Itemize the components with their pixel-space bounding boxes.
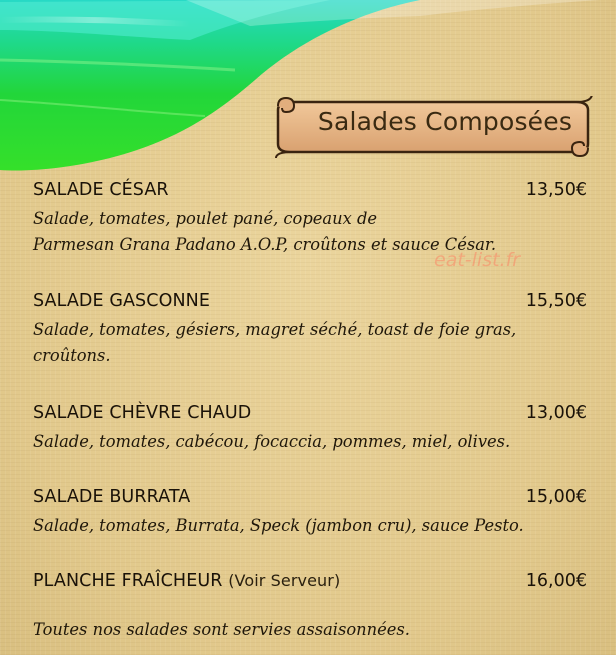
item-description-line: Salade, tomates, Burrata, Speck (jambon cru), sauce Pesto. xyxy=(33,516,524,535)
item-name: SALADE CHÈVRE CHAUD xyxy=(33,403,252,423)
section-title-scroll xyxy=(274,96,596,158)
item-description-line: Salade, tomates, poulet pané, copeaux de xyxy=(33,209,378,228)
menu-item-salade-cesar xyxy=(33,180,589,258)
menu-item-planche-fraicheur xyxy=(33,571,589,597)
item-price: 13,50€ xyxy=(525,180,587,200)
item-description-line: Salade, tomates, cabécou, focaccia, pommes, miel, olives. xyxy=(33,432,511,451)
menu-item-salade-chevre-chaud xyxy=(33,403,589,455)
item-name: PLANCHE FRAÎCHEUR xyxy=(33,571,223,591)
item-price: 13,00€ xyxy=(525,403,587,423)
item-name: SALADE BURRATA xyxy=(33,487,191,507)
item-name: SALADE GASCONNE xyxy=(33,291,210,311)
item-description-line: Salade, tomates, gésiers, magret séché, toast de foie gras, xyxy=(33,320,517,339)
item-price: 15,00€ xyxy=(525,487,587,507)
item-name-with-note xyxy=(33,571,340,591)
watermark-text: eat-list.fr xyxy=(434,249,521,271)
footer-note: Toutes nos salades sont servies assaisonnées. xyxy=(33,620,410,639)
item-description-line: Parmesan Grana Padano A.O.P, croûtons et sauce César. xyxy=(33,235,497,254)
item-price: 16,00€ xyxy=(525,571,587,591)
item-description-line: croûtons. xyxy=(33,346,111,365)
menu-item-salade-burrata xyxy=(33,487,589,539)
item-price: 15,50€ xyxy=(525,291,587,311)
menu-item-salade-gasconne xyxy=(33,291,589,369)
section-title: Salades Composées xyxy=(317,107,573,136)
item-note: (Voir Serveur) xyxy=(228,571,341,590)
item-name: SALADE CÉSAR xyxy=(33,180,169,200)
